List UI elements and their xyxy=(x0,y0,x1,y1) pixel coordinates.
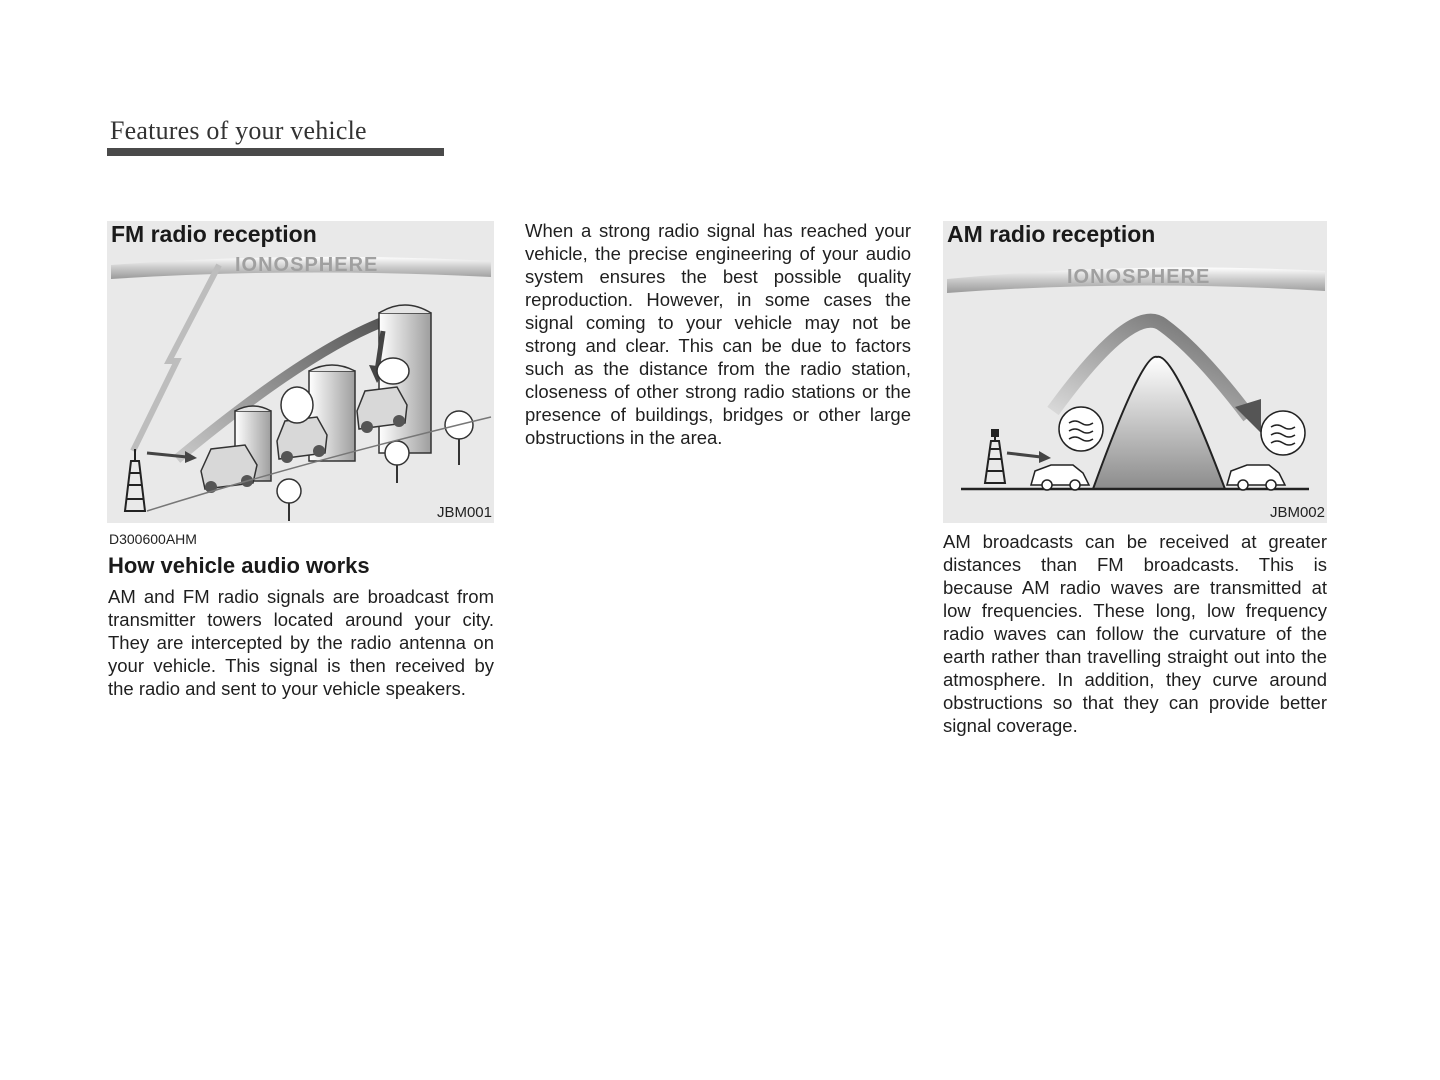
tree xyxy=(385,441,409,465)
transmitter-tower xyxy=(985,429,1005,483)
am-ionosphere-label: IONOSPHERE xyxy=(1067,266,1211,288)
signal-bolt xyxy=(133,265,219,451)
reference-code: D300600AHM xyxy=(109,531,197,547)
mountain xyxy=(1093,357,1225,489)
section-title-rule xyxy=(107,148,444,156)
sound-bubble-right xyxy=(1261,411,1305,455)
fm-figure-title: FM radio reception xyxy=(111,221,317,247)
middle-column-paragraph: When a strong radio signal has reached your vehicle, the precise engineering of your audio system ensures the best possible quality reproduction. However, in some cases the signal coming to your vehicle may not be strong and clear. This can be due to factors such as the distance from the radio station, closeness of other strong radio stations or the presence of buildings, bridges or other large obstructions in the area. xyxy=(525,220,911,448)
right-column-paragraph: AM broadcasts can be received at greater distances than FM broadcasts. This is because AM radio waves are transmitted at low frequencies. These long, low frequency radio waves can follow the curvature of the earth rather than travelling straight out into the atmosphere. In addition, they curve around obstructions so that they can provide better signal coverage. xyxy=(943,531,1327,736)
fm-reception-figure xyxy=(107,221,494,523)
fm-figure-code: JBM001 xyxy=(436,504,492,521)
am-figure-code: JBM002 xyxy=(1269,504,1325,521)
transmitter-tower xyxy=(125,449,145,511)
car-right xyxy=(1227,465,1285,490)
am-reception-figure xyxy=(943,221,1327,523)
am-reception-illustration xyxy=(943,221,1327,523)
car-3 xyxy=(357,387,407,433)
sound-bubble xyxy=(377,358,409,384)
car-2 xyxy=(277,417,327,463)
section-title: Features of your vehicle xyxy=(110,116,367,145)
tree xyxy=(277,479,301,503)
left-column-paragraph: AM and FM radio signals are broadcast from transmitter towers located around your city. They are intercepted by the radio antenna on your vehicle. This signal is then received by the radio and sent to your vehicle speakers. xyxy=(108,586,494,699)
subsection-heading: How vehicle audio works xyxy=(108,553,370,578)
am-figure-title: AM radio reception xyxy=(947,221,1156,247)
fm-ionosphere-label: IONOSPHERE xyxy=(235,254,379,276)
fm-reception-illustration xyxy=(107,221,494,523)
static-bubble xyxy=(281,387,313,423)
car-left xyxy=(1031,465,1089,490)
sound-bubble-left xyxy=(1059,407,1103,451)
